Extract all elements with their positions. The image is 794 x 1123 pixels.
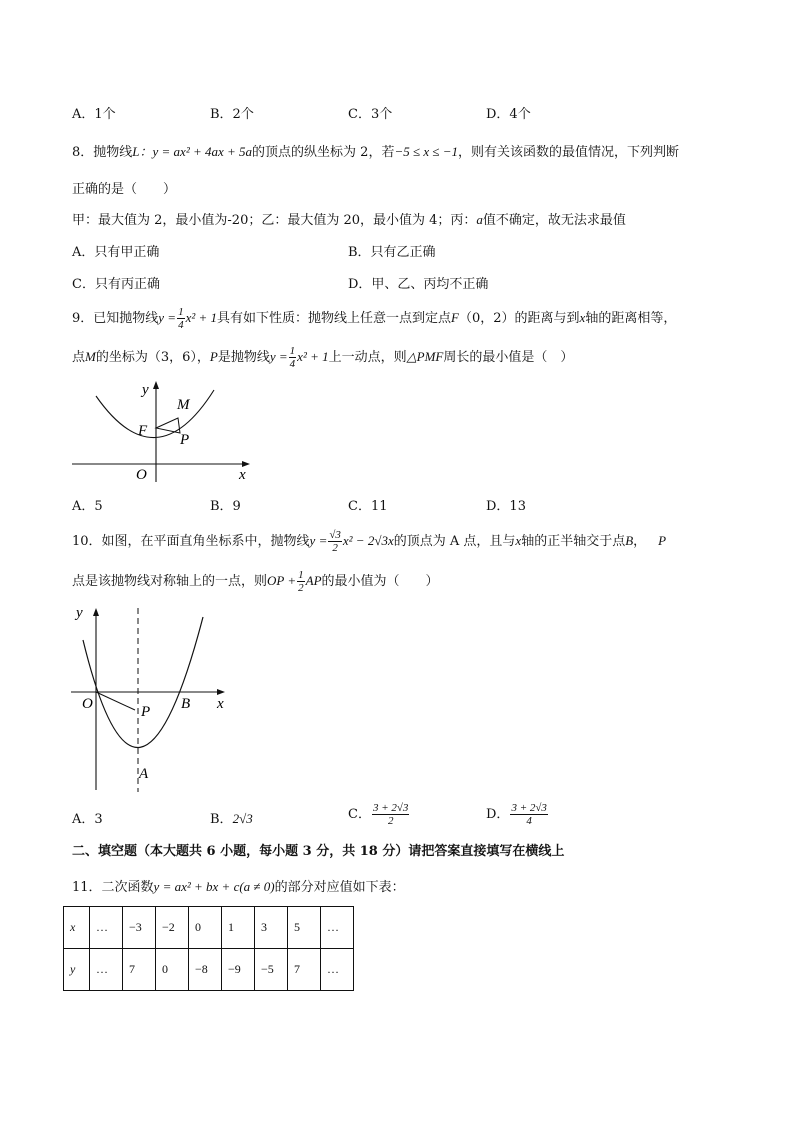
q10-option-c <box>348 797 410 833</box>
q9-fraction <box>177 306 185 331</box>
x-value-cell: 0 <box>189 907 222 949</box>
q8-stem-line1 <box>72 141 679 160</box>
q9-figure <box>70 378 255 486</box>
q11-suffix: 的部分对应值如下表： <box>274 880 405 895</box>
q10-option-c-num: 3 + 2√3 <box>372 802 409 814</box>
q10-mid2: 轴的正半轴交于点 <box>521 534 626 549</box>
x-value-cell: 3 <box>255 907 288 949</box>
q9-triangle: △PMF <box>406 349 444 364</box>
q8-mid: 的顶点的纵坐标为 2，若 <box>252 145 395 160</box>
q9-label-M: M <box>177 397 190 413</box>
q9-stem-line2 <box>72 343 573 372</box>
q10-option-d-num: 3 + 2√3 <box>511 802 547 814</box>
q10-expr-fraction <box>297 569 305 594</box>
q8-option-b: B．只有乙正确 <box>348 245 436 260</box>
q9-option-c: C．11 <box>348 499 388 514</box>
q9-y-arrow <box>153 381 159 389</box>
q10-stem-line2 <box>72 567 439 596</box>
q9-P: P <box>209 349 218 364</box>
q10-frac-num: √3 <box>329 529 341 541</box>
q10-parabola <box>83 617 203 748</box>
q10-P: P <box>658 533 667 548</box>
x-value-cell: … <box>321 907 354 949</box>
q10-frac-den: 2 <box>332 542 338 554</box>
y-value-cell: −9 <box>222 949 255 991</box>
q11-prefix: 11．二次函数 <box>72 880 154 895</box>
q9-option-a: A．5 <box>72 499 103 514</box>
section-2-heading: 二、填空题（本大题共 6 小题，每小题 3 分，共 18 分）请把答案直接填写在横线上 <box>72 844 565 859</box>
q9-end: 轴的距离相等， <box>585 311 677 326</box>
q10-B: B <box>625 533 634 548</box>
q10-figure <box>65 600 240 795</box>
q9-y-eq: y = <box>158 310 177 325</box>
q10-expr-a: OP + <box>267 573 297 588</box>
q9-label-O: O <box>136 467 147 483</box>
q10-option-d-label: D． <box>486 807 510 822</box>
q9-tail-2: x² + 1 <box>297 349 329 364</box>
y-value-cell: 7 <box>288 949 321 991</box>
q10-option-c-label: C． <box>348 807 371 822</box>
q9-line2d: 上一动点，则 <box>328 350 407 365</box>
q10-option-d <box>486 797 549 833</box>
y-value-cell: … <box>321 949 354 991</box>
table-row <box>64 907 354 949</box>
q10-option-b-value: 2√3 <box>232 811 253 826</box>
q9-frac-den-2: 4 <box>289 358 296 370</box>
q10-label-P: P <box>141 704 151 720</box>
q9-label-x: x <box>239 467 246 483</box>
q9-label-P: P <box>180 432 190 448</box>
q10-option-b-label: B． <box>210 812 233 827</box>
q9-point-F: （0，2）的距离与到 <box>459 311 580 326</box>
q11-equation: y = ax² + bx + c(a ≠ 0) <box>153 879 275 894</box>
q10-label-O: O <box>82 696 93 712</box>
q11-value-table <box>63 906 354 991</box>
q10-x-var: x <box>515 533 522 548</box>
q10-fraction <box>328 529 342 554</box>
x-value-cell: … <box>90 907 123 949</box>
q9-stem-line1 <box>72 304 676 333</box>
y-value-cell: 7 <box>123 949 156 991</box>
y-header-cell: y <box>64 949 90 991</box>
q10-option-d-fraction <box>510 802 547 827</box>
q9-line2c: 是抛物线 <box>217 350 270 365</box>
q9-parabola <box>96 390 214 438</box>
q9-frac-den: 4 <box>178 319 184 331</box>
q9-tail: x² + 1 <box>185 310 218 325</box>
q7-option-a: A．1个 <box>72 107 116 122</box>
q10-label-x: x <box>217 696 224 712</box>
q9-x-var: x <box>579 310 586 325</box>
q11-stem <box>72 876 405 895</box>
q10-label-y: y <box>76 605 83 621</box>
q9-F: F <box>451 310 459 325</box>
q9-M: M <box>85 349 96 364</box>
q7-option-c: C．3个 <box>348 107 393 122</box>
q8-line3a: 甲：最大值为 2，最小值为-20；乙：最大值为 20，最小值为 4；丙： <box>72 213 477 228</box>
q10-segment-op <box>96 692 135 710</box>
q10-expr-num: 1 <box>298 569 304 581</box>
q10-option-a: A．3 <box>72 812 103 827</box>
q10-y-arrow <box>93 608 99 616</box>
y-value-cell: 0 <box>156 949 189 991</box>
q8-stem-line3 <box>72 209 626 228</box>
q8-stem-line2: 正确的是（ ） <box>72 182 177 197</box>
q8-line3b: 值不确定，故无法求最值 <box>482 213 626 228</box>
q8-prefix: 8．抛物线 <box>72 145 133 160</box>
q10-line2b: 的最小值为（ ） <box>321 574 439 589</box>
q10-line2a: 点是该抛物线对称轴上的一点，则 <box>72 574 268 589</box>
q10-stem-line1 <box>72 526 666 557</box>
q9-frac-num: 1 <box>178 306 184 318</box>
q9-y-eq-2: y = <box>269 349 288 364</box>
x-value-cell: −2 <box>156 907 189 949</box>
q8-option-d: D．甲、乙、丙均不正确 <box>348 277 489 292</box>
x-value-cell: −3 <box>123 907 156 949</box>
y-value-cell: −5 <box>255 949 288 991</box>
q8-curve: L：y = ax² + 4ax + 5a <box>132 144 253 159</box>
table-row <box>64 949 354 991</box>
q10-y-eq: y = <box>309 533 328 548</box>
q10-expr-den: 2 <box>298 582 304 594</box>
q9-label-y: y <box>142 382 149 398</box>
q10-comma: ， <box>633 534 647 549</box>
q10-option-b <box>210 808 253 827</box>
q8-line3-var: a <box>476 212 483 227</box>
y-value-cell: −8 <box>189 949 222 991</box>
q10-option-c-den: 2 <box>387 815 394 827</box>
q9-line2e: 周长的最小值是（ ） <box>443 350 574 365</box>
q9-frac-num-2: 1 <box>289 345 296 357</box>
q9-line2a: 点 <box>72 350 86 365</box>
q10-tail: x² − 2√3x <box>342 533 394 548</box>
q9-label-F: F <box>138 423 148 439</box>
q8-suffix: ，则有关该函数的最值情况，下列判断 <box>458 145 680 160</box>
q9-option-d: D．13 <box>486 499 526 514</box>
q10-mid: 的顶点为 A 点，且与 <box>393 534 516 549</box>
q9-fraction-2 <box>289 345 297 370</box>
q10-option-c-fraction <box>372 802 409 827</box>
y-value-cell: … <box>90 949 123 991</box>
q8-option-a: A．只有甲正确 <box>72 245 160 260</box>
q10-label-A: A <box>139 766 149 782</box>
q8-range: −5 ≤ x ≤ −1 <box>394 144 459 159</box>
q7-option-d: D．4个 <box>486 107 531 122</box>
x-value-cell: 5 <box>288 907 321 949</box>
q10-expr-b: AP <box>305 573 322 588</box>
q9-prefix: 9．已知抛物线 <box>72 311 159 326</box>
q10-label-B: B <box>181 696 191 712</box>
x-value-cell: 1 <box>222 907 255 949</box>
x-header-cell: x <box>64 907 90 949</box>
q10-prefix: 10．如图，在平面直角坐标系中，抛物线 <box>72 534 310 549</box>
q9-option-b: B．9 <box>210 499 241 514</box>
q8-option-c: C．只有丙正确 <box>72 277 160 292</box>
q9-mid: 具有如下性质：抛物线上任意一点到定点 <box>217 311 452 326</box>
q7-option-b: B．2个 <box>210 107 254 122</box>
q10-option-d-den: 4 <box>526 815 532 827</box>
q10-x-arrow <box>217 689 225 695</box>
q9-line2b: 的坐标为（3，6）， <box>95 350 210 365</box>
